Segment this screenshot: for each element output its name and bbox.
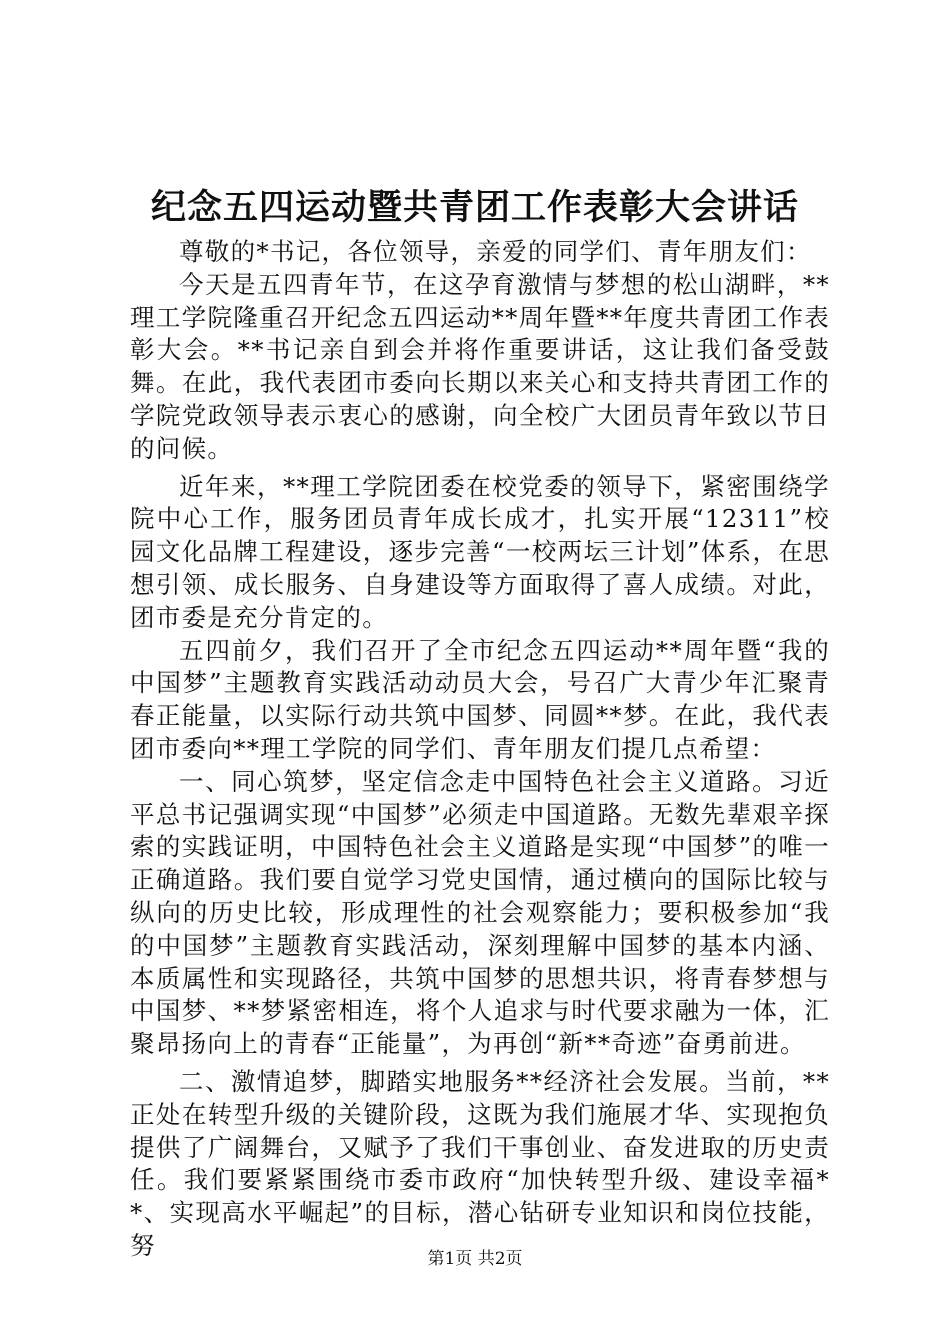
body-paragraph: 二、激情追梦，脚踏实地服务**经济社会发展。当前，**正处在转型升级的关键阶段，这既为我们施展才华、实现抱负提供了广阔舞台，又赋予了我们干事创业、奋发进取的历史责任。我们要紧紧围绕市委市政府“加快转型升级、建设幸福**、实现高水平崛起”的目标，潜心钻研专业知识和岗位技能，努 bbox=[130, 1066, 830, 1260]
body-paragraph: 五四前夕，我们召开了全市纪念五四运动**周年暨“我的中国梦”主题教育实践活动动员大会，号召广大青少年汇聚青春正能量，以实际行动共筑中国梦、同圆**梦。在此，我代表团市委向**理工学院的同学们、青年朋友们提几点希望： bbox=[130, 635, 830, 763]
body-paragraph: 一、同心筑梦，坚定信念走中国特色社会主义道路。习近平总书记强调实现“中国梦”必须走中国道路。无数先辈艰辛探索的实践证明，中国特色社会主义道路是实现“中国梦”的唯一正确道路。我们要自觉学习党史国情，通过横向的国际比较与纵向的历史比较，形成理性的社会观察能力；要积极参加“我的中国梦”主题教育实践活动，深刻理解中国梦的基本内涵、本质属性和实现路径，共筑中国梦的思想共识，将青春梦想与中国梦、**梦紧密相连，将个人追求与时代要求融为一体，汇聚昂扬向上的青春“正能量”，为再创“新**奇迹”奋勇前进。 bbox=[130, 766, 830, 1059]
page-number-footer: 第1页 共2页 bbox=[427, 1249, 523, 1269]
document-title: 纪念五四运动暨共青团工作表彰大会讲话 bbox=[150, 187, 799, 228]
document-body bbox=[130, 236, 830, 1263]
body-paragraph: 近年来，**理工学院团委在校党委的领导下，紧密围绕学院中心工作，服务团员青年成长成才，扎实开展“12311”校园文化品牌工程建设，逐步完善“一校两坛三计划”体系，在思想引领、成长服务、自身建设等方面取得了喜人成绩。对此，团市委是充分肯定的。 bbox=[130, 471, 830, 632]
salutation-paragraph: 尊敬的*书记，各位领导，亲爱的同学们、青年朋友们： bbox=[179, 237, 812, 266]
body-paragraph: 今天是五四青年节，在这孕育激情与梦想的松山湖畔，**理工学院隆重召开纪念五四运动**周年暨**年度共青团工作表彰大会。**书记亲自到会并将作重要讲话，这让我们备受鼓舞。在此，我代表团市委向长期以来关心和支持共青团工作的学院党政领导表示衷心的感谢，向全校广大团员青年致以节日的问候。 bbox=[130, 269, 830, 463]
